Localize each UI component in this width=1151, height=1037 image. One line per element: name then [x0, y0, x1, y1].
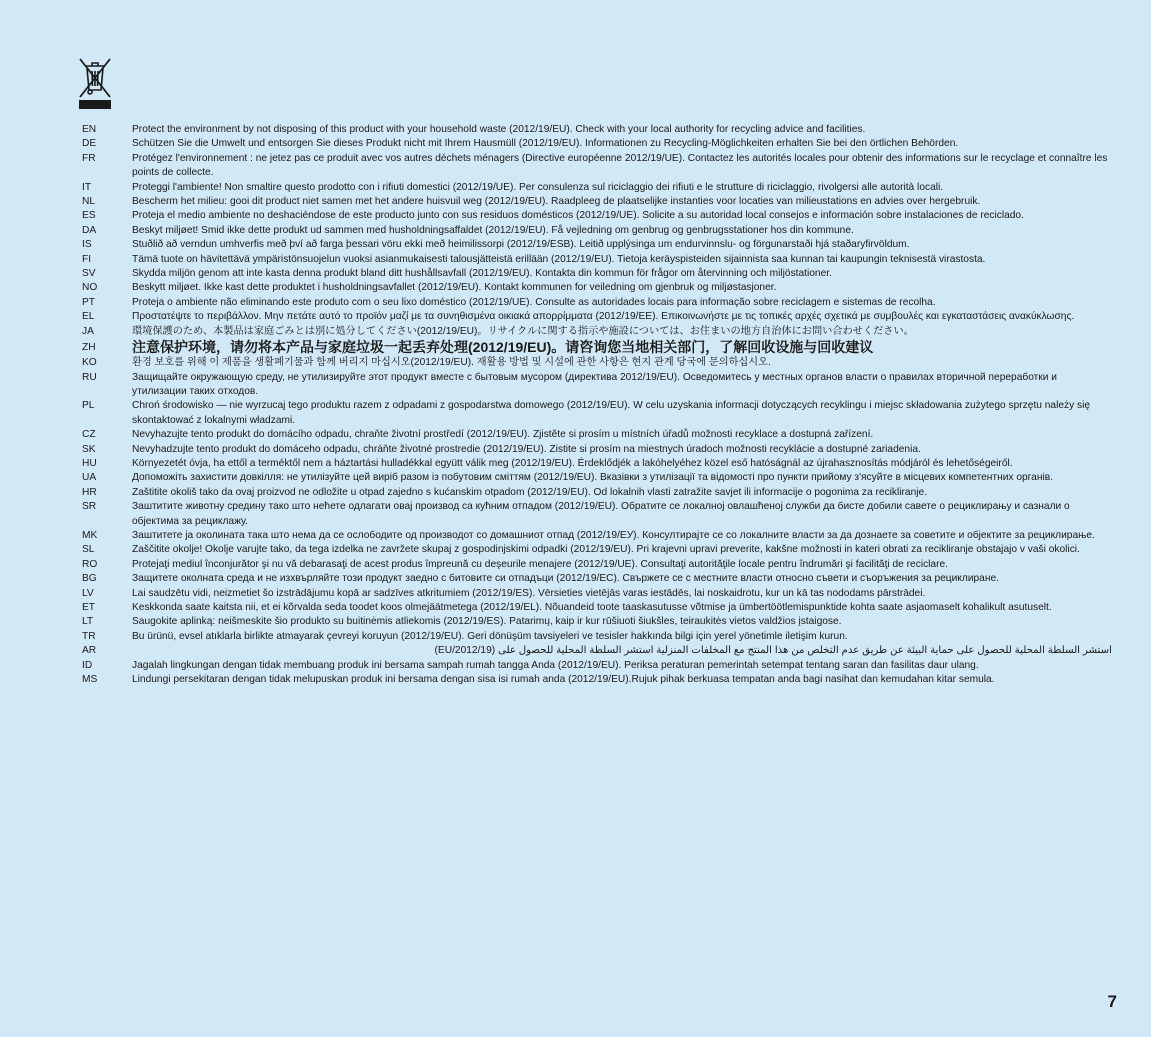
language-code: NL [82, 196, 96, 208]
notice-row-ua [82, 471, 1112, 485]
notice-row-tr [82, 630, 1112, 644]
notice-row-hu [82, 457, 1112, 471]
language-code: SR [82, 501, 97, 513]
notice-text: Beskyt miljøet! Smid ikke dette produkt ud sammen med husholdningsaffaldet (2012/19/EU). Få vejledning om genbrug og genbrugsstationer hos din kommune. [132, 224, 854, 236]
language-code: AR [82, 645, 97, 657]
language-code: KO [82, 357, 97, 369]
language-code: SL [82, 544, 95, 556]
notice-text: 환경 보호를 위해 이 제품을 생활폐기물과 함께 버리지 마십시오(2012/19/EU). 재활용 방법 및 시설에 관한 사항은 현지 관계 당국에 문의하십시오. [132, 357, 771, 369]
notice-text: Защитете околната среда и не изхвърляйте този продукт заедно с битовите си отпадъци (2012/19/ЕС). Свържете се с местните власти относно съвети и съоръжения за рециклиране. [132, 573, 999, 585]
notice-row-ro [82, 558, 1112, 572]
language-code: IS [82, 239, 92, 251]
notice-row-no [82, 281, 1112, 295]
notice-row-da [82, 224, 1112, 238]
language-code: EN [82, 124, 97, 135]
notice-text: Protégez l'environnement : ne jetez pas ce produit avec vos autres déchets ménagers (Directive européenne 2012/19/UE). Contactez les autorités locales pour obtenir des informations sur le recyclage et connaître les points de collecte. [132, 152, 1108, 179]
language-code: NO [82, 282, 98, 294]
notice-text: Bu ürünü, evsel atıklarla birlikte atmayarak çevreyi koruyun (2012/19/EU). Geri dönüşüm tavsiyeleri ve tesisler hakkında bilgi için yerel yönetimle iletişim kurun. [132, 630, 848, 642]
language-code: HR [82, 486, 97, 498]
language-code: DA [82, 224, 97, 236]
language-code: LT [82, 616, 94, 628]
notice-row-ko [82, 356, 1112, 370]
notice-row-nl [82, 195, 1112, 209]
notice-row-ar [82, 644, 1112, 658]
notice-text: Zaštitite okoliš tako da ovaj proizvod ne odložite u otpad zajedno s kućanskim otpadom (2012/19/EU). Od lokalnih vlasti zatražite savjet ili informacije o pogonima za recikliranje. [132, 486, 928, 498]
language-code: FI [82, 253, 92, 265]
language-code: UA [82, 472, 97, 484]
language-code: DE [82, 138, 97, 150]
language-code: JA [82, 325, 94, 337]
notice-text: Beskytt miljøet. Ikke kast dette produktet i husholdningsavfallet (2012/19/EU). Kontakt kommunen for veiledning om gjenbruk og miljøstasjoner. [132, 282, 777, 294]
language-code: RU [82, 371, 97, 383]
notice-row-sl [82, 543, 1112, 557]
weee-crossed-out-bin-icon [78, 57, 112, 109]
notice-row-ru [82, 371, 1112, 400]
notice-text: 注意保护环境，请勿将本产品与家庭垃圾一起丢弃处理(2012/19/EU)。请咨询您当地相关部门，了解回收设施与回收建议 [132, 339, 874, 356]
language-code: BG [82, 573, 97, 585]
notice-text: Zaščitite okolje! Okolje varujte tako, da tega izdelka ne zavržete skupaj z gospodinjskimi odpadki (2012/19/EU). Pri krajevni upravi preverite, kakšne možnosti in kateri obrati za recikliranje obstajajo v vaši okolici. [132, 544, 1080, 556]
notice-text: Tämä tuote on hävitettävä ympäristönsuojelun vuoksi asianmukaisesti talousjätteistä erillään (2012/19/EU). Tietoja keräyspisteiden sijainnista saa kunnan tai kaupungin teknisestä virastosta. [132, 253, 986, 265]
language-code: MS [82, 674, 98, 686]
language-code: TR [82, 630, 96, 642]
language-code: HU [82, 457, 97, 469]
notice-text: Chroń środowisko — nie wyrzucaj tego produktu razem z odpadami z gospodarstwa domowego (2012/19/EU). W celu uzyskania informacji dotyczących recyklingu i miejsc składowania zużytego sprzętu należy się skontaktować z lokalnymi władzami. [132, 400, 1091, 426]
notice-text: Stuðlið að verndun umhverfis með því að farga þessari vöru ekki með heimilissorpi (2012/19/ESB). Leitið upplýsinga um endurvinnslu- og förgunarstaði hjá staðaryfirvöldum. [132, 239, 910, 251]
notice-row-cz [82, 428, 1112, 442]
notice-row-ms [82, 673, 1112, 687]
language-code: MK [82, 529, 98, 541]
notice-text: Saugokite aplinką: neišmeskite šio produkto su buitinėmis atliekomis (2012/19/ES). Patarimų, kaip ir kur rūšiuoti šiukšles, teiraukitės vietos valdžios įstaigose. [132, 616, 842, 628]
notice-row-bg [82, 572, 1112, 586]
language-code: SV [82, 268, 96, 280]
language-code: SK [82, 443, 96, 455]
page-number: 7 [1107, 992, 1117, 1011]
notice-row-ja [82, 325, 1112, 339]
language-code: ID [82, 659, 93, 671]
notice-row-lt [82, 615, 1112, 629]
notice-text: Lindungi persekitaran dengan tidak melupuskan produk ini bersama dengan sisa isi rumah anda (2012/19/EU).Rujuk pihak berkuasa tempatan anda bagi nasihat dan kemudahan kitar semula. [132, 674, 995, 686]
notice-row-lv [82, 587, 1112, 601]
notice-row-es [82, 209, 1112, 223]
notice-row-sr [82, 500, 1112, 529]
notice-row-sk [82, 443, 1112, 457]
language-code: ZH [82, 342, 96, 354]
notice-text: Допоможіть захистити довкілля: не утилізуйте цей виріб разом із побутовим сміттям (2012/19/EU). Вказівки з утилізації та відомості про пункти прийому з'ясуйте в місцевих компетентних органів. [132, 472, 1053, 484]
notice-text: Proteggi l'ambiente! Non smaltire questo prodotto con i rifiuti domestici (2012/19/UE). Per consulenza sul riciclaggio dei rifiuti e le strutture di riciclaggio, rivolgersi alle autorità locali. [132, 181, 944, 193]
notice-text: Lai saudzētu vidi, neizmetiet šo izstrādājumu kopā ar sadzīves atkritumiem (2012/19/ES). Vērsieties vietējās varas iestādēs, lai noskaidrotu, kur un kā tas nododams pārstrādei. [132, 587, 926, 599]
notice-row-id [82, 659, 1112, 673]
notice-text: Προστατέψτε το περιβάλλον. Μην πετάτε αυτό το προϊόν μαζί με τα συνηθισμένα οικιακά απορρίμματα (2012/19/ΕΕ). Επικοινωνήστε με τις τοπικές αρχές σχετικά με συμβουλές και εγκαταστάσεις ανακύκλωσης. [132, 311, 1075, 323]
notice-text: Skydda miljön genom att inte kasta denna produkt bland ditt hushållsavfall (2012/19/EU). Kontakta din kommun för frågor om återvinning och miljöstationer. [132, 268, 832, 280]
notice-row-et [82, 601, 1112, 615]
language-code: FR [82, 152, 96, 164]
language-code: RO [82, 558, 98, 570]
notice-row-en [82, 123, 1112, 137]
notice-text: Keskkonda saate kaitsta nii, et ei kõrvalda seda toodet koos olmejäätmetega (2012/19/EL). Nõuandeid toote taaskasutusse võtmise ja ümbertöötlemispunktide kohta saate asjaomaselt kohalikult asutuselt. [132, 602, 1052, 613]
language-code: LV [82, 587, 94, 599]
notice-row-el [82, 310, 1112, 324]
language-code: CZ [82, 429, 96, 441]
language-code: ET [82, 602, 96, 613]
notice-text: Nevyhadzujte tento produkt do domáceho odpadu, chráňte životné prostredie (2012/19/EU). Zistite si prosím na miestnych úradoch možnosti recyklácie a dostupné zariadenia. [132, 443, 921, 455]
notice-row-de [82, 137, 1112, 151]
notice-row-sv [82, 267, 1112, 281]
notice-text: Заштитете ја околината така што нема да се ослободите од производот со домашниот отпад (2012/19/ЕУ). Консултирајте се со локалните власти за да дознаете за советите и објектите за рециклирање. [132, 529, 1095, 541]
notice-row-it [82, 181, 1112, 195]
notice-text: Protejaţi mediul înconjurător şi nu vă debarasaţi de acest produs împreună cu deşeurile menajere (2012/19/UE). Consultaţi autorităţile locale pentru îndrumări şi facilităţi de reciclare. [132, 558, 948, 570]
notice-text: Jagalah lingkungan dengan tidak membuang produk ini bersama sampah rumah tangga Anda (2012/19/EU). Periksa peraturan pemerintah setempat tentang saran dan fasilitas daur ulang. [132, 659, 979, 671]
notice-row-fi [82, 253, 1112, 267]
language-code: PT [82, 296, 96, 308]
notice-text: Proteja el medio ambiente no deshaciéndose de este producto junto con sus residuos domésticos (2012/19/UE). Solicite a su autoridad local consejos e información sobre instalaciones de reciclado. [132, 210, 1024, 222]
notice-row-is [82, 238, 1112, 252]
notice-text: Schützen Sie die Umwelt und entsorgen Sie dieses Produkt nicht mit Ihrem Hausmüll (2012/19/EU). Informationen zu Recycling-Möglichkeiten erhalten Sie bei den örtlichen Behörden. [132, 138, 959, 150]
notice-text: Proteja o ambiente não eliminando este produto com o seu lixo doméstico (2012/19/UE). Consulte as autoridades locais para informação sobre reciclagem e sistemas de recolha. [132, 296, 936, 308]
notice-text: Nevyhazujte tento produkt do domácího odpadu, chraňte životní prostředí (2012/19/EU). Zjistěte si prosím u místních úřadů možnosti recyklace a dostupná zařízení. [132, 429, 874, 441]
notice-text: Környezetét óvja, ha ettől a terméktől nem a háztartási hulladékkal együtt válik meg (2012/19/EU). Érdeklődjék a lakóhelyéhez közel eső hatóságnál az újrahasznosítás módjáról és lehetőségeiről. [132, 457, 1013, 469]
notice-row-pl [82, 399, 1112, 428]
weee-disposal-notice-list [82, 123, 1112, 687]
language-code: PL [82, 400, 95, 412]
notice-row-hr [82, 486, 1112, 500]
notice-row-fr [82, 152, 1112, 181]
notice-text: 環境保護のため、本製品は家庭ごみとは別に処分してください(2012/19/EU)。リサイクルに関する指示や施設については、お住まいの地方自治体にお問い合わせください。 [132, 325, 914, 337]
language-code: EL [82, 311, 95, 323]
notice-row-pt [82, 296, 1112, 310]
language-code: ES [82, 210, 96, 222]
notice-row-mk [82, 529, 1112, 543]
notice-text: استشر السلطة المحلية للحصول على حماية البيئة عن طريق عدم التخلص من هذا المنتج مع المخلفات المنزلية استشر السلطة المحلية للحصول على (2012/19/EU) [434, 645, 1112, 657]
notice-text: Защищайте окружающую среду, не утилизируйте этот продукт вместе с бытовым мусором (директива 2012/19/EU). Осведомитесь у местных органов власти о правилах вторичной переработки и утилизации таких отходов. [132, 371, 1057, 397]
language-code: IT [82, 181, 92, 193]
notice-text: Заштитите животну средину тако што нећете одлагати овај производ са кућним отпадом (2012/19/EU). Обратите се локалној овлашћеној служби да бисте добили савете о рециклирању и сазнали о објектима за рециклажу. [132, 501, 1070, 527]
notice-row-zh [82, 339, 1112, 356]
notice-text: Bescherm het milieu: gooi dit product niet samen met het andere huisvuil weg (2012/19/EU). Raadpleeg de plaatselijke instanties voor locaties van milieustations en advies over hergebruik. [132, 196, 981, 208]
notice-text: Protect the environment by not disposing of this product with your household waste (2012/19/EU). Check with your local authority for recycling advice and facilities. [132, 124, 866, 135]
